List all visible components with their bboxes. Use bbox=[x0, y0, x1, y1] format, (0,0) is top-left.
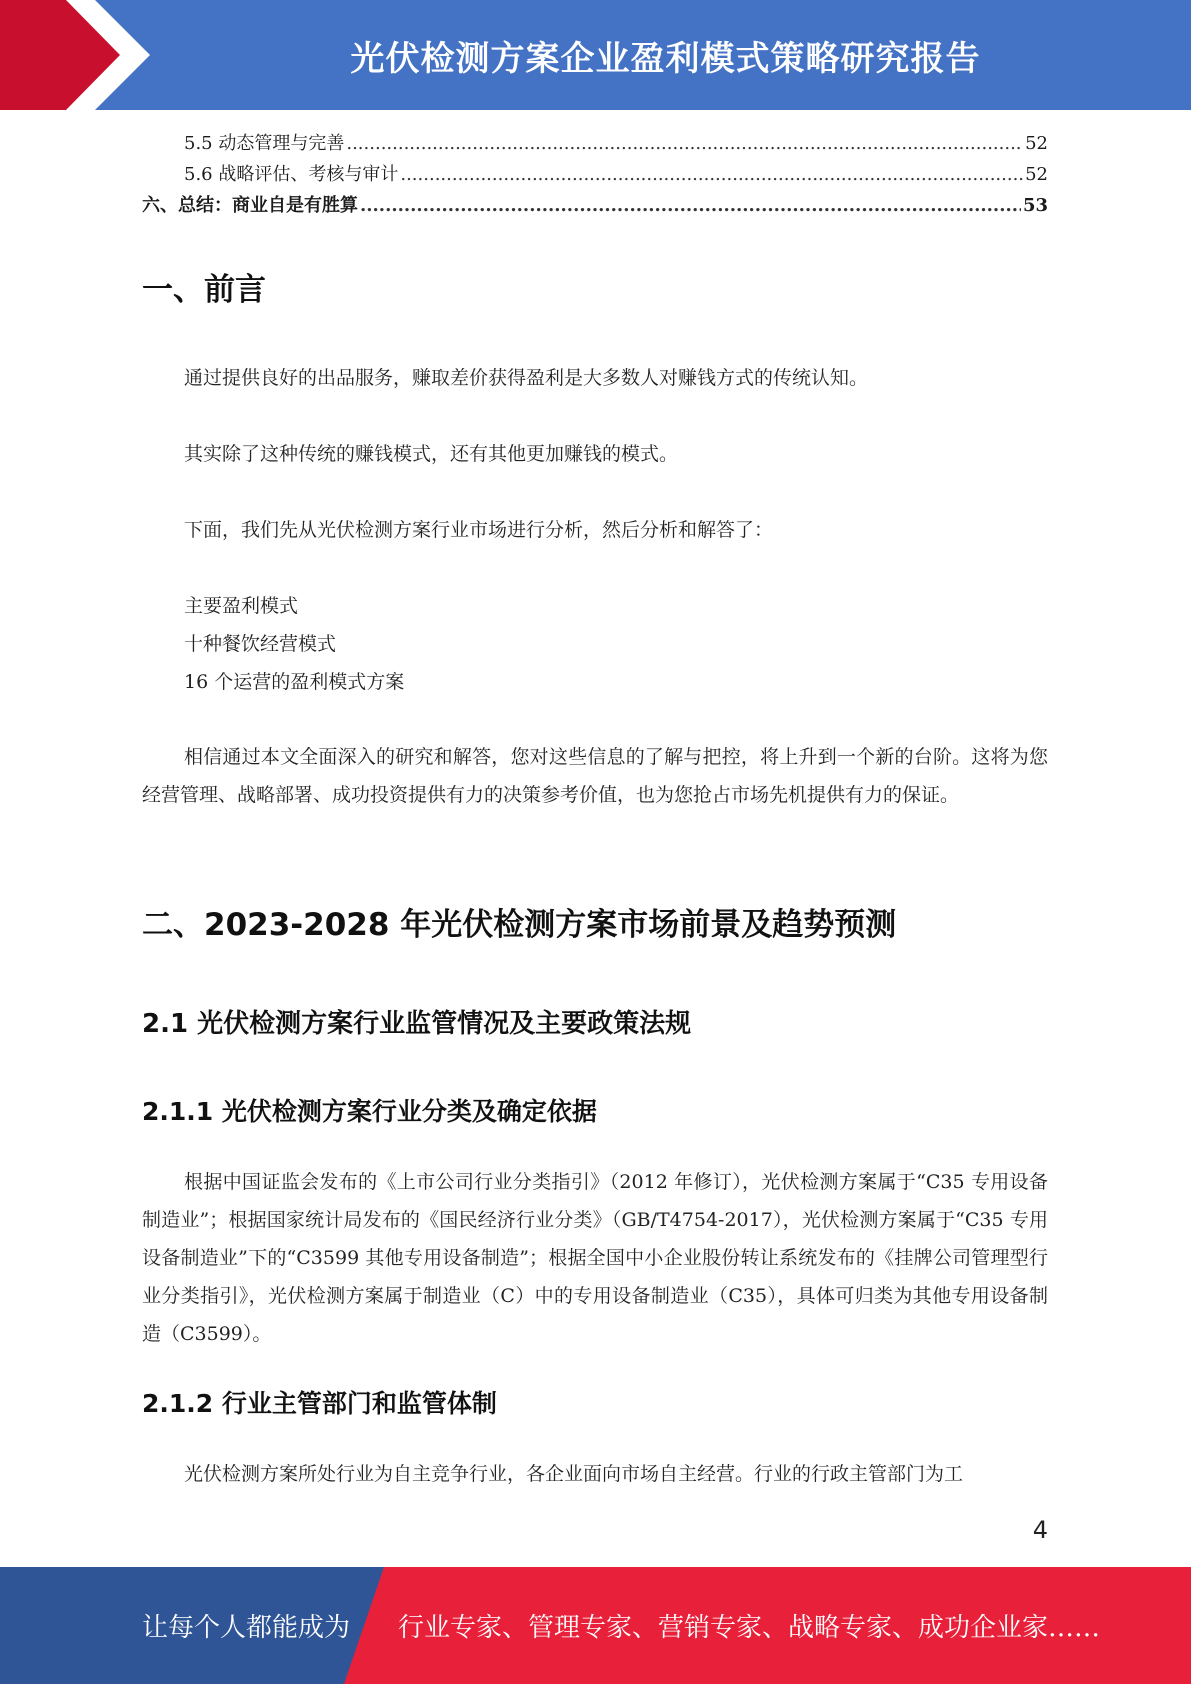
paragraph: 通过提供良好的出品服务，赚取差价获得盈利是大多数人对赚钱方式的传统认知。 bbox=[184, 367, 869, 389]
section-heading-preface: 一、前言 bbox=[142, 272, 266, 308]
page-footer bbox=[0, 1567, 1191, 1684]
toc-entry[interactable] bbox=[142, 190, 1048, 221]
toc-entry-page: 53 bbox=[1022, 195, 1048, 216]
paragraph: 下面，我们先从光伏检测方案行业市场进行分析，然后分析和解答了： bbox=[184, 519, 774, 541]
subsubsection-heading: 2.1.2 行业主管部门和监管体制 bbox=[142, 1389, 497, 1418]
paragraph: 根据中国证监会发布的《上市公司行业分类指引》（2012 年修订），光伏检测方案属于“C35 专用设备制造业”；根据国家统计局发布的《国民经济行业分类》（GB/T4754-2017），光伏检测方案属于“C35 专用设备制造业”下的“C3599 其他专用设备制造”；根据全国中小企业股份转让系统发布的《挂牌公司管理型行业分类指引》，光伏检测方案属于制造业（C）中的专用设备制造业（C35），具体可归类为其他专用设备制造（C3599）。 bbox=[142, 1171, 1048, 1345]
page-number: 4 bbox=[1032, 1516, 1048, 1544]
paragraph: 光伏检测方案所处行业为自主竞争行业，各企业面向市场自主经营。行业的行政主管部门为工 bbox=[184, 1463, 964, 1485]
list-item: 16 个运营的盈利模式方案 bbox=[184, 671, 405, 693]
table-of-contents bbox=[142, 128, 1048, 221]
paragraph: 相信通过本文全面深入的研究和解答，您对这些信息的了解与把控，将上升到一个新的台阶。这将为您经营管理、战略部署、成功投资提供有力的决策参考价值，也为您抢占市场先机提供有力的保证。 bbox=[142, 746, 1048, 806]
toc-entry[interactable] bbox=[142, 159, 1048, 190]
list-item: 十种餐饮经营模式 bbox=[184, 633, 337, 655]
toc-entry-page: 52 bbox=[1025, 133, 1048, 154]
page-header bbox=[0, 0, 1191, 110]
footer-slogan-right: 行业专家、管理专家、营销专家、战略专家、成功企业家…… bbox=[398, 1613, 1101, 1643]
toc-entry-title: 5.5 动态管理与完善 bbox=[184, 133, 345, 154]
toc-entry-page: 52 bbox=[1025, 164, 1048, 185]
subsection-heading: 2.1 光伏检测方案行业监管情况及主要政策法规 bbox=[142, 1009, 692, 1039]
subsubsection-heading: 2.1.1 光伏检测方案行业分类及确定依据 bbox=[142, 1097, 597, 1126]
paragraph: 其实除了这种传统的赚钱模式，还有其他更加赚钱的模式。 bbox=[184, 443, 679, 465]
footer-slogan-left: 让每个人都能成为 bbox=[142, 1613, 351, 1643]
header-title: 光伏检测方案企业盈利模式策略研究报告 bbox=[350, 38, 981, 79]
toc-entry-title: 六、总结：商业自是有胜算 bbox=[142, 195, 358, 216]
header-arrow-icon bbox=[0, 0, 170, 110]
toc-leader-dots bbox=[360, 190, 1021, 221]
section-heading-forecast: 二、2023-2028 年光伏检测方案市场前景及趋势预测 bbox=[142, 907, 897, 943]
list-item: 主要盈利模式 bbox=[184, 595, 299, 617]
toc-entry[interactable] bbox=[142, 128, 1048, 159]
toc-entry-title: 5.6 战略评估、考核与审计 bbox=[184, 164, 399, 185]
toc-leader-dots bbox=[400, 159, 1023, 190]
toc-leader-dots bbox=[346, 128, 1023, 159]
